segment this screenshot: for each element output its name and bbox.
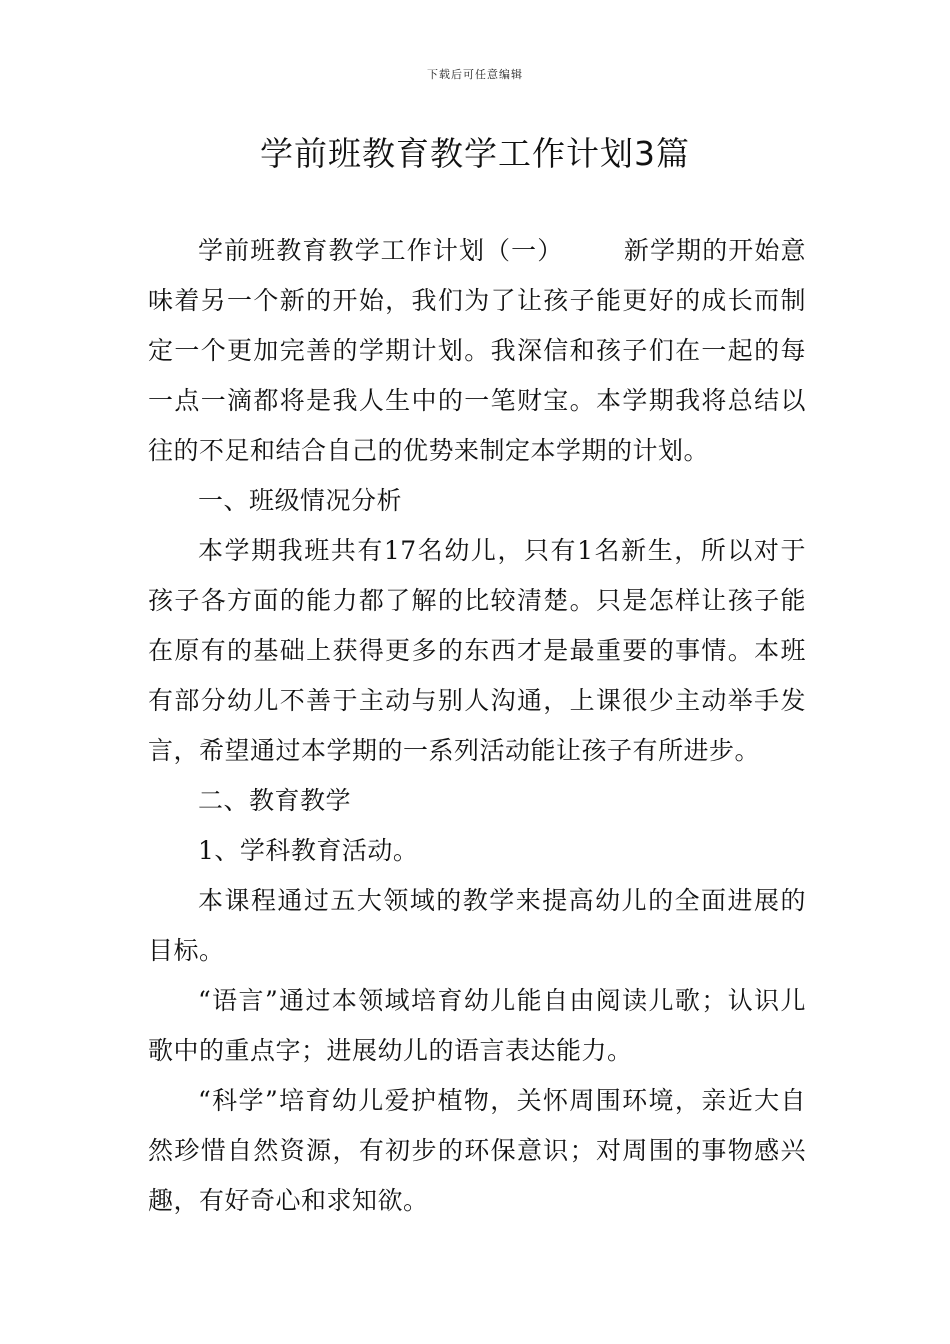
section1-heading: 一、班级情况分析 (198, 486, 403, 515)
science-paragraph: “科学”培育幼儿爱护植物，关怀周围环境，亲近大自然珍惜自然资源，有初步的环保意识；对周围的事物感兴趣，有好奇心和求知欲。 (148, 1086, 806, 1215)
subsection1-paragraph: 本课程通过五大领域的教学来提高幼儿的全面进展的目标。 (148, 886, 806, 965)
intro-text: 新学期的开始意味着另一个新的开始，我们为了让孩子能更好的成长而制定一个更加完善的学期计划。我深信和孩子们在一起的每一点一滴都将是我人生中的一笔财宝。本学期我将总结以往的不足和结合自己的优势来制定本学期的计划。 (148, 236, 806, 465)
section2-heading: 二、教育教学 (198, 786, 352, 815)
subsection1-heading: 1、学科教育活动。 (198, 836, 419, 865)
intro-heading: 学前班教育教学工作计划（一） (198, 236, 564, 265)
document-body (148, 226, 806, 1226)
section1-paragraph: 本学期我班共有17名幼儿，只有1名新生，所以对于孩子各方面的能力都了解的比较清楚。只是怎样让孩子能在原有的基础上获得更多的东西才是最重要的事情。本班有部分幼儿不善于主动与别人沟通，上课很少主动举手发言，希望通过本学期的一系列活动能让孩子有所进步。 (148, 536, 806, 765)
intro-paragraph (148, 226, 806, 476)
language-paragraph: “语言”通过本领域培育幼儿能自由阅读儿歌；认识儿歌中的重点字；进展幼儿的语言表达能力。 (148, 986, 806, 1065)
page-header-note: 下载后可任意编辑 (427, 68, 523, 81)
document-title: 学前班教育教学工作计划3篇 (260, 134, 690, 173)
